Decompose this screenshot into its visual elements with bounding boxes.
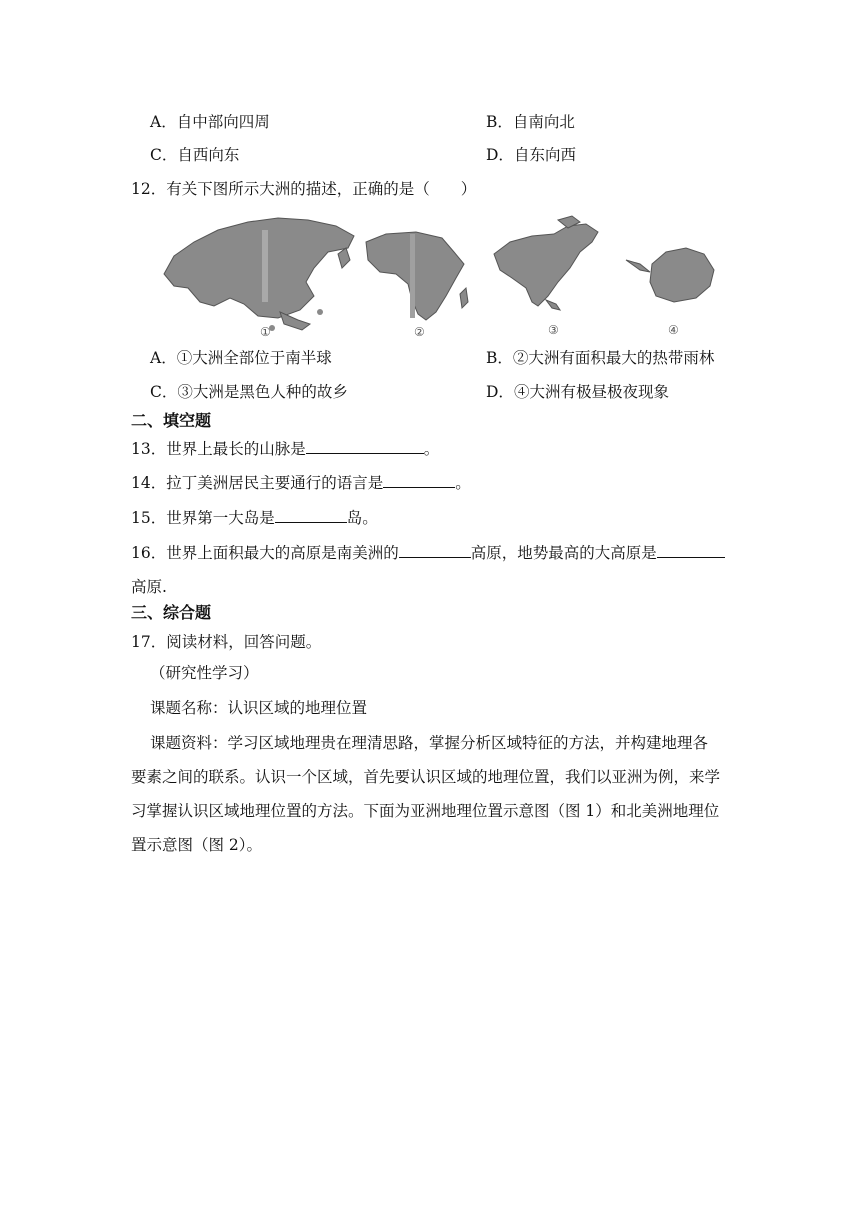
option-text: ①大洲全部位于南半球 bbox=[176, 349, 332, 367]
continents-map-image bbox=[160, 212, 720, 342]
figure-label-1: ① bbox=[260, 325, 271, 339]
q16-line2: 高原. bbox=[131, 578, 167, 596]
q12-option-a bbox=[150, 348, 332, 368]
q12-option-c bbox=[150, 382, 348, 402]
figure-label-4: ④ bbox=[668, 323, 679, 337]
q17-para-line-1: 课题资料：学习区域地理贵在理清思路，掌握分析区域特征的方法，并构建地理各 bbox=[150, 734, 709, 752]
q15 bbox=[131, 508, 378, 528]
q17-sub: （研究性学习） bbox=[150, 664, 259, 682]
option-letter: D． bbox=[486, 383, 514, 401]
option-letter: A． bbox=[150, 349, 177, 367]
continent-4-shape bbox=[626, 248, 714, 302]
option-text: 自东向西 bbox=[513, 146, 576, 164]
option-text: 自西向东 bbox=[177, 146, 240, 164]
answer-blank[interactable] bbox=[399, 543, 471, 558]
q14 bbox=[131, 473, 471, 493]
q17-para-line-3: 习掌握认识区域地理位置的方法。下面为亚洲地理位置示意图（图 1）和北美洲地理位 bbox=[131, 802, 720, 820]
q11-option-c bbox=[150, 145, 239, 165]
q12-option-d bbox=[486, 382, 669, 402]
continents-figure bbox=[160, 212, 720, 342]
option-text: 自南向北 bbox=[512, 113, 575, 131]
option-text: ③大洲是黑色人种的故乡 bbox=[177, 383, 348, 401]
q11-option-a bbox=[150, 112, 270, 132]
option-letter: C． bbox=[150, 146, 178, 164]
answer-blank[interactable] bbox=[275, 508, 347, 523]
section-2-heading: 二、填空题 bbox=[131, 411, 212, 430]
q13-text: 13．世界上最长的山脉是 bbox=[131, 440, 306, 458]
option-text: ④大洲有极昼极夜现象 bbox=[513, 383, 669, 401]
option-letter: B． bbox=[486, 113, 513, 131]
q14-text: 14．拉丁美洲居民主要通行的语言是 bbox=[131, 474, 384, 492]
q12-option-b bbox=[486, 348, 714, 368]
q12-stem: 12．有关下图所示大洲的描述，正确的是（ ） bbox=[131, 180, 477, 198]
q11-option-b bbox=[486, 112, 575, 132]
option-text: ②大洲有面积最大的热带雨林 bbox=[512, 349, 715, 367]
option-letter: A． bbox=[150, 113, 177, 131]
figure-label-2: ② bbox=[414, 325, 425, 339]
figure-label-3: ③ bbox=[548, 323, 559, 337]
option-letter: B． bbox=[486, 349, 513, 367]
q15-text: 15．世界第一大岛是 bbox=[131, 509, 275, 527]
q13-end: 。 bbox=[423, 440, 440, 458]
q14-end: 。 bbox=[455, 474, 471, 492]
q17-para-line-2: 要素之间的联系。认识一个区域，首先要认识区域的地理位置，我们以亚洲为例，来学 bbox=[131, 768, 721, 786]
answer-blank[interactable] bbox=[383, 473, 455, 488]
option-letter: D． bbox=[486, 146, 514, 164]
q15-end: 岛。 bbox=[346, 509, 378, 527]
answer-blank[interactable] bbox=[657, 543, 725, 558]
continent-3-shape bbox=[494, 216, 598, 310]
q17-topic: 课题名称：认识区域的地理位置 bbox=[150, 699, 368, 717]
section-3-heading: 三、综合题 bbox=[131, 603, 212, 622]
q16-middle: 高原，地势最高的大高原是 bbox=[470, 544, 657, 562]
answer-blank[interactable] bbox=[306, 439, 424, 454]
continent-1-shape bbox=[164, 218, 354, 331]
q16 bbox=[131, 543, 725, 563]
option-text: 自中部向四周 bbox=[176, 113, 270, 131]
continent-2-shape bbox=[366, 232, 468, 320]
q13 bbox=[131, 439, 439, 459]
q17-para-line-4: 置示意图（图 2）。 bbox=[131, 836, 263, 854]
q11-option-d bbox=[486, 145, 576, 165]
q16-text: 16．世界上面积最大的高原是南美洲的 bbox=[131, 544, 399, 562]
option-letter: C． bbox=[150, 383, 178, 401]
q17-stem: 17．阅读材料，回答问题。 bbox=[131, 633, 322, 651]
